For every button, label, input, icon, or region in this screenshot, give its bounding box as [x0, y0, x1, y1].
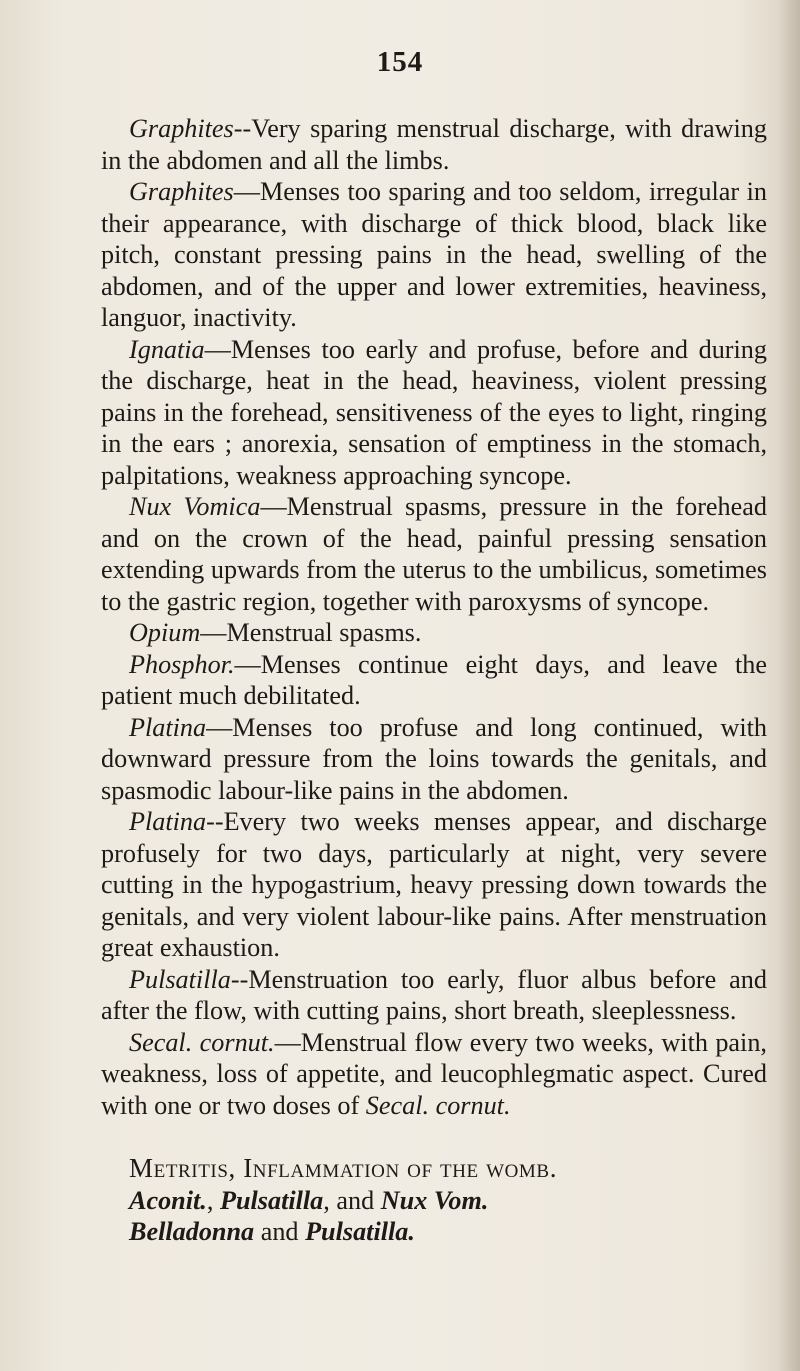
- remedy-name: Graphites: [129, 177, 234, 206]
- entry-text: Menses too profuse and long continued, with downward pressure from the loins towards the genitals, and spasmodic labour-like pains in the abdomen.: [101, 712, 767, 805]
- remedy-nux-vom: Nux Vom.: [380, 1185, 489, 1215]
- entry-text: Menstrual flow every two weeks, with pain, weakness, loss of appetite, and leucophlegmatic aspect. Cured with one or two doses of: [101, 1027, 767, 1120]
- entry-separator: —: [206, 712, 233, 742]
- entry-opium: [101, 617, 767, 649]
- entry-secal-cornut: [101, 1027, 767, 1122]
- entry-text: Menses too sparing and too seldom, irregular in their appearance, with discharge of thick blood, black like pitch, constant pressing pains in the head, swelling of the abdomen, and of the upper and lower extremities, heaviness, languor, inactivity.: [101, 177, 767, 332]
- entry-separator: --: [206, 807, 224, 836]
- entry-separator: —: [204, 334, 231, 364]
- entry-text: Very sparing menstrual discharge, with drawing in the abdomen and all the limbs.: [101, 114, 767, 175]
- remedy-name: Opium: [129, 618, 201, 647]
- connector: , and: [323, 1185, 381, 1215]
- entry-separator: --: [233, 114, 252, 143]
- entry-separator: —: [274, 1027, 301, 1057]
- remedy-name: Pulsatilla: [129, 964, 231, 994]
- therapy-line-1: [101, 1185, 767, 1217]
- entry-platina-2: [101, 806, 767, 964]
- section-heading-metritis: Metritis, Inflammation of the womb.: [129, 1153, 558, 1183]
- remedy-pulsatilla: Pulsatilla.: [305, 1217, 415, 1246]
- entry-ignatia: [101, 334, 767, 492]
- entry-separator: —: [233, 177, 260, 206]
- remedy-name: Nux Vomica: [129, 492, 261, 521]
- remedy-name: Platina: [129, 712, 207, 742]
- entry-text: Menstruation too early, fluor albus before and after the flow, with cutting pains, short breath, sleeplessness.: [101, 964, 767, 1025]
- entry-separator: —: [260, 492, 287, 521]
- page-number: 154: [376, 46, 424, 78]
- entry-separator: —: [234, 649, 261, 679]
- entry-text: Menses too early and profuse, before and during the discharge, heat in the head, heaviness, violent pressing pains in the forehead, sensitiveness of the eyes to light, ringing in the ears ; anorexia, sensation of emptiness in the stomach, palpitations, weakness approaching syncope.: [101, 334, 767, 490]
- entry-graphites-1: [101, 113, 767, 176]
- remedy-belladonna: Belladonna: [129, 1217, 255, 1246]
- remedy-name: Platina: [129, 807, 207, 836]
- remedy-aconit: Aconit.: [129, 1185, 207, 1215]
- entry-nux-vomica: [101, 491, 767, 617]
- therapy-line-2: [101, 1216, 767, 1248]
- page-body: [101, 113, 767, 1248]
- entry-text: Every two weeks menses appear, and discharge profusely for two days, particularly at night, very severe cutting in the hypogastrium, heavy pressing down towards the genitals, and very violent labour-like pains. After menstruation great exhaustion.: [101, 807, 767, 962]
- entry-pulsatilla: [101, 964, 767, 1027]
- remedy-name-inline: Secal. cornut.: [365, 1090, 511, 1120]
- remedy-name: Phosphor.: [129, 649, 235, 679]
- entry-text: Menses continue eight days, and leave the patient much debilitated.: [101, 649, 767, 710]
- remedy-name: Graphites: [129, 114, 234, 143]
- page-edge-shadow: [778, 0, 800, 1371]
- entry-platina-1: [101, 712, 767, 807]
- entry-separator: --: [230, 964, 249, 994]
- entry-phosphor: [101, 649, 767, 712]
- entry-separator: —: [200, 618, 227, 647]
- remedy-name: Ignatia: [129, 334, 205, 364]
- entry-graphites-2: [101, 176, 767, 334]
- entry-text: Menstrual spasms.: [226, 618, 422, 647]
- entry-text: Menstrual spasms, pressure in the forehead and on the crown of the head, painful pressing sensation extending upwards from the uterus to the umbilicus, sometimes to the gastric region, together with paroxysms of syncope.: [101, 492, 767, 616]
- remedy-pulsatilla: Pulsatilla: [219, 1185, 324, 1215]
- connector: ,: [206, 1185, 220, 1215]
- connector: and: [254, 1217, 306, 1246]
- remedy-name: Secal. cornut.: [129, 1027, 275, 1057]
